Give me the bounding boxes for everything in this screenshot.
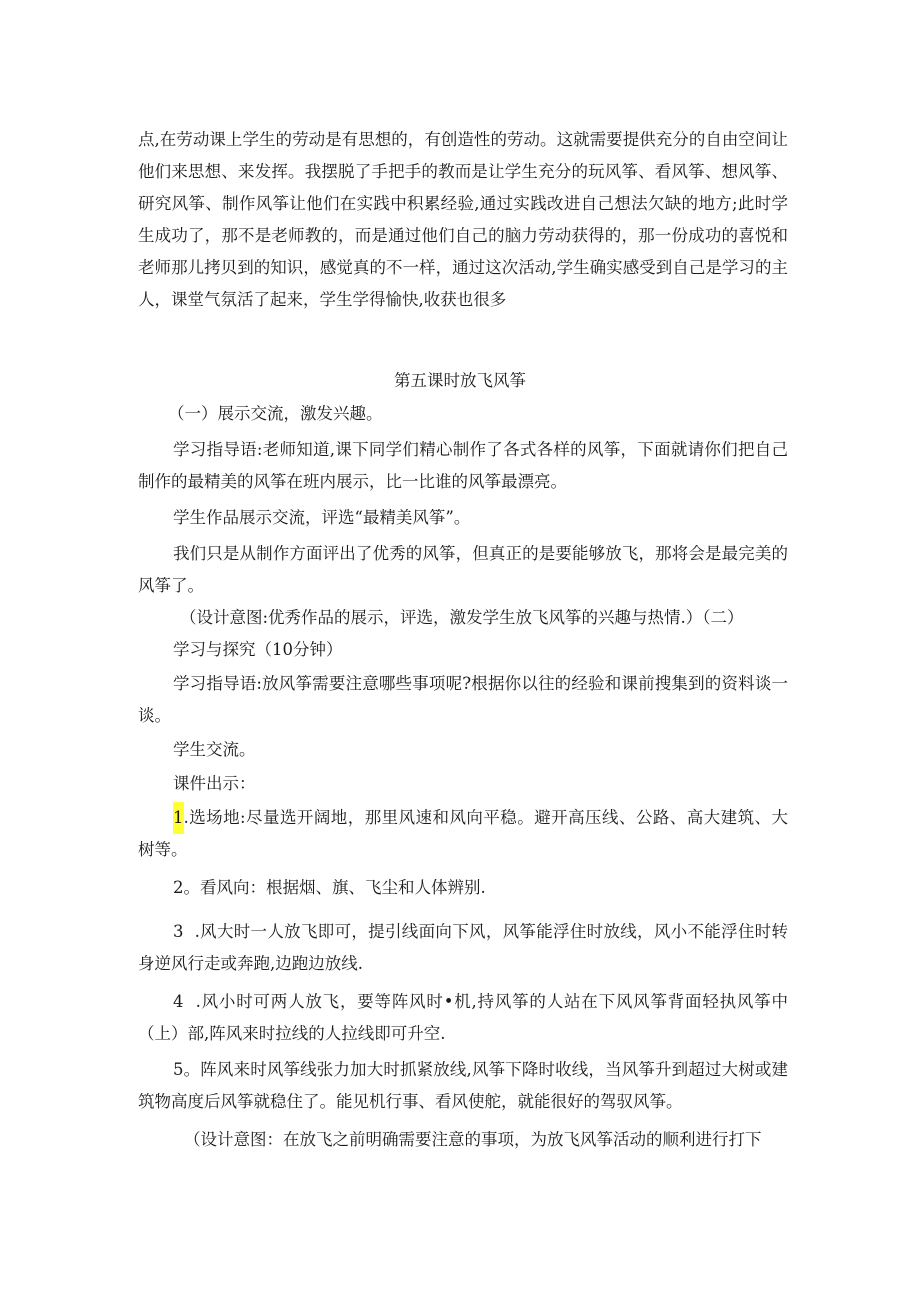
student-show-paragraph: 学生作品展示交流，评选“最精美风筝”。 [173,508,471,527]
tip-text: .风大时一人放飞即可，提引线面向下风，风筝能浮住时放线，风小不能浮住时转身逆风行走或奔跑,边跑边放线. [138,922,788,973]
tip-item-2 [138,872,788,904]
design-intent-2: （设计意图：在放飞之前明确需要注意的事项，为放飞风筝活动的顺利进行打下 [184,1130,762,1149]
tip-number: 3 [173,922,184,941]
guide-paragraph-2: 学习指导语:放风筝需要注意哪些事项呢?根据你以往的经验和课前搜集到的资料谈一谈。 [138,674,788,725]
intro-paragraph: 点,在劳动课上学生的劳动是有思想的，有创造性的劳动。这就需要提供充分的自由空间让他们来思想、来发挥。我摆脱了手把手的教而是让学生充分的玩风筝、看风筝、想风筝、研究风筝、制作风筝让他们在实践中积累经验,通过实践改进自己想法欠缺的地方;此时学生成功了，那不是老师教的，而是通过他们自己的脑力劳动获得的，那一份成功的喜悦和老师那儿拷贝到的知识，感觉真的不一样，通过这次活动,学生确实感受到自己是学习的主人，课堂气氛活了起来，学生学得愉快,收获也很多 [138,130,788,309]
section1-heading: （一）展示交流，激发兴趣。 [168,404,383,423]
tip-item-3 [138,916,788,980]
lesson-title: 第五课时放飞风筝 [394,371,526,390]
design-intent-1: （设计意图:优秀作品的展示，评选，激发学生放飞风筝的兴趣与热情.）（二） [180,608,744,627]
guide-paragraph-1: 学习指导语:老师知道,课下同学们精心制作了各式各样的风筝，下面就请你们把自己制作的最精美的风筝在班内展示，比一比谁的风筝最漂亮。 [138,440,788,491]
tip-item-5 [138,1054,788,1118]
evaluation-paragraph: 我们只是从制作方面评出了优秀的风筝，但真正的是要能够放飞，那将会是最完美的风筝了。 [138,544,788,595]
tip-number: 1 [173,802,184,834]
section2-heading: 学习与探究（10分钟） [173,640,343,659]
tip-text: .选场地:尽量选开阔地，那里风速和风向平稳。避开高压线、公路、高大建筑、大树等。 [138,808,788,859]
tip-number: 4 [173,992,184,1011]
tip-text: .风小时可两人放飞，要等阵风时•机,持风筝的人站在下风风筝背面轻执风筝中（上）部,阵风来时拉线的人拉线即可升空. [138,992,788,1043]
tip-text: 。阵风来时风筝线张力加大时抓紧放线,风筝下降时收线，当风筝升到超过大树或建筑物高度后风筝就稳住了。能见机行事、看风使舵，就能很好的驾驭风筝。 [138,1060,788,1111]
tip-number: 5 [173,1060,184,1079]
tip-number: 2 [173,878,184,897]
tip-text: 。看风向：根据烟、旗、飞尘和人体辨别. [183,878,486,897]
tip-item-4 [138,986,788,1050]
tip-item-1 [138,802,788,866]
courseware-label: 课件出示： [173,774,256,793]
student-exchange: 学生交流。 [173,740,256,759]
